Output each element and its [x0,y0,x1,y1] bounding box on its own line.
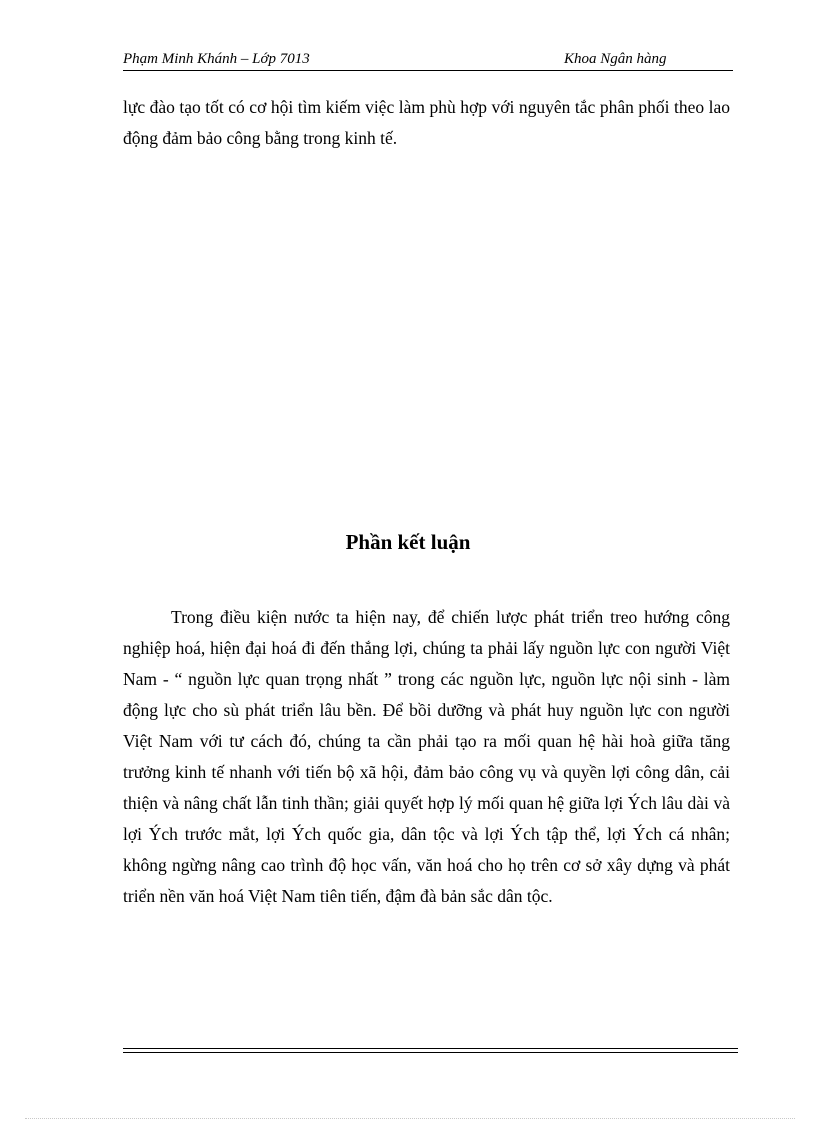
page-header [123,50,733,71]
section-title: Phần kết luận [345,530,471,554]
footer-rule [123,1048,738,1053]
header-department: Khoa Ngân hàng [564,51,667,67]
continued-paragraph: lực đào tạo tốt có cơ hội tìm kiếm việc làm phù hợp với nguyên tắc phân phối theo lao động đảm bảo công bằng trong kinh tế. [123,97,730,148]
page-edge [25,1118,795,1119]
header-author: Phạm Minh Khánh – Lớp 7013 [123,51,310,67]
conclusion-paragraph: Trong điều kiện nước ta hiện nay, để chiến lược phát triển treo hướng công nghiệp hoá, hiện đại hoá đi đến thắng lợi, chúng ta phải lấy nguồn lực con người Việt Nam - “ nguồn lực quan trọng nhất ” trong các nguồn lực, nguồn lực nội sinh - làm động lực cho sù phát triển lâu bền. Để bồi dưỡng và phát huy nguồn lực con người Việt Nam với tư cách đó, chúng ta cần phải tạo ra mối quan hệ hài hoà giữa tăng trưởng kinh tế nhanh với tiến bộ xã hội, đảm bảo công vụ và quyền lợi công dân, cải thiện và nâng chất lẫn tinh thần; giải quyết hợp lý mối quan hệ giữa lợi Ých lâu dài và lợi Ých trước mắt, lợi Ých quốc gia, dân tộc và lợi Ých tập thể, lợi Ých cá nhân; không ngừng nâng cao trình độ học vấn, văn hoá cho họ trên cơ sở xây dựng và phát triển nền văn hoá Việt Nam tiên tiến, đậm đà bản sắc dân tộc. [123,607,730,906]
